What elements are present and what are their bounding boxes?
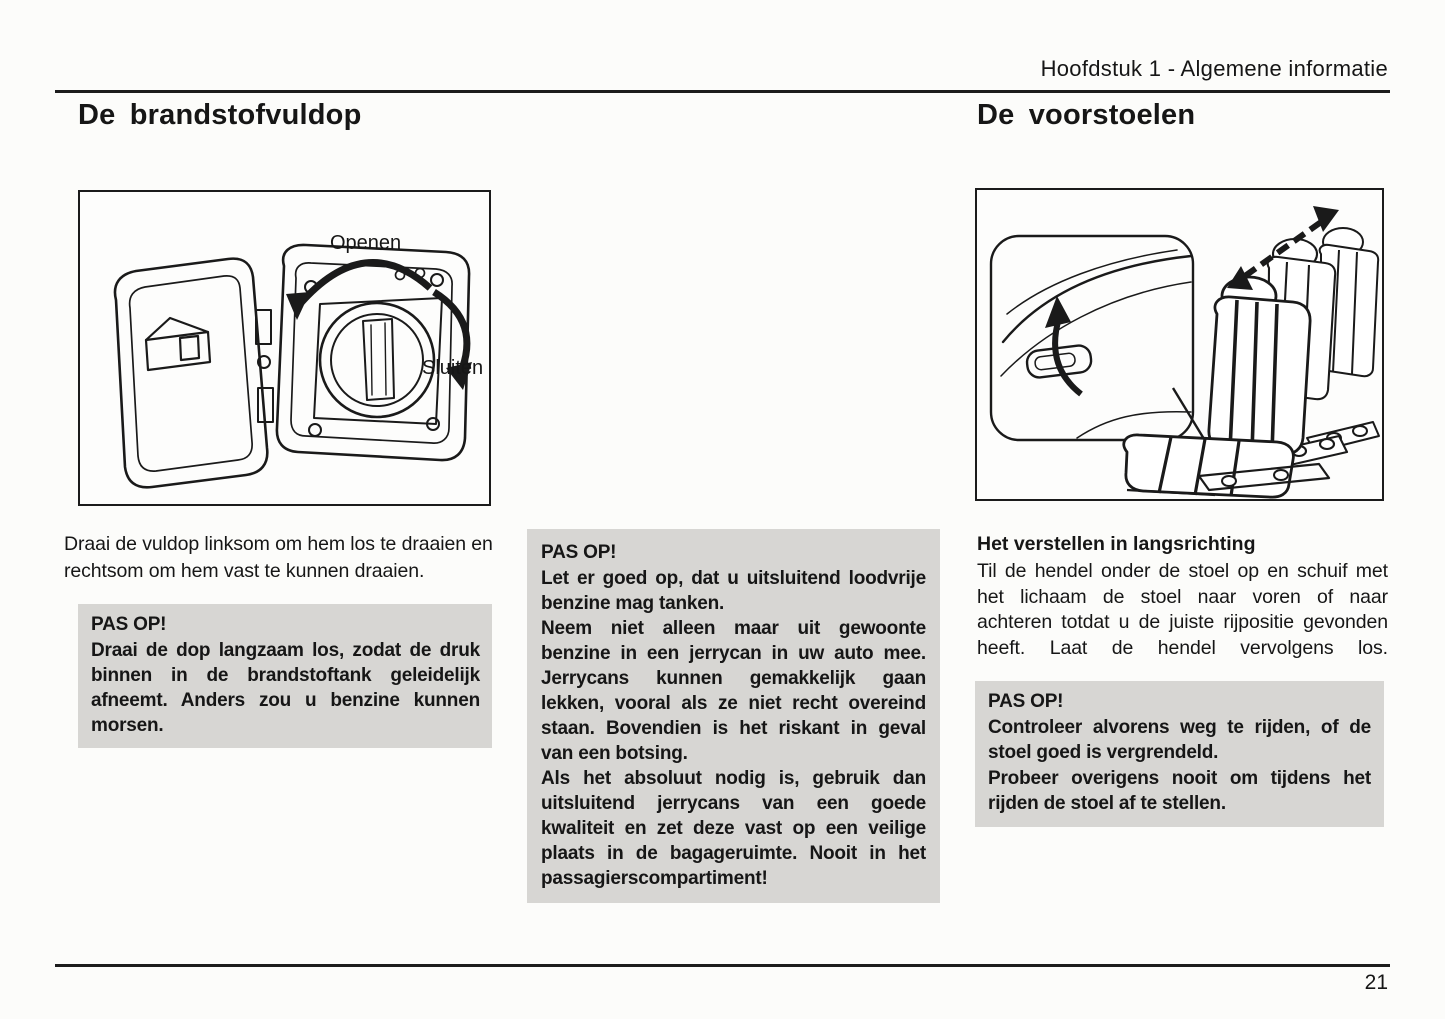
page-number: 21 [1364, 971, 1388, 994]
seat-adjust-subheading: Het verstellen in langsrichting [977, 533, 1256, 555]
warning-heading: PAS OP! [91, 614, 167, 635]
front-seats-figure [975, 188, 1384, 501]
fuel-quality-warning-box [527, 529, 940, 903]
seat-adjust-body: Til de hendel onder de stoel op en schuif met het lichaam de stoel naar voren of naar achteren totdat u de juiste rijpositie gevonden heeft. Laat de hendel vervolgens los. [977, 560, 1388, 659]
chapter-header: Hoofdstuk 1 - Algemene informatie [1040, 56, 1388, 81]
fuel-cap-intro: Draai de vuldop linksom om hem los te draaien en rechtsom om hem vast te kunnen draaien. [64, 533, 493, 582]
warning-heading: PAS OP! [988, 691, 1064, 712]
fuel-cap-figure [78, 190, 491, 506]
front-seats-illustration-icon [977, 190, 1382, 499]
fuel-cap-illustration-icon [80, 192, 489, 504]
header-rule [55, 90, 1390, 93]
figure-label-open: Openen [330, 232, 402, 254]
warning-line: Controleer alvorens weg te rijden, of de stoel goed is vergrendeld. [988, 716, 1371, 763]
figure-label-close: Sluiten [422, 357, 484, 379]
warning-line: Probeer overigens nooit om tijdens het rijden de stoel af te stellen. [988, 767, 1371, 814]
footer-rule [55, 964, 1390, 967]
warning-paragraph: Let er goed op, dat u uitsluitend loodvrije benzine mag tanken. [541, 567, 926, 614]
warning-heading: PAS OP! [541, 542, 617, 563]
warning-paragraph: Als het absoluut nodig is, gebruik dan uitsluitend jerrycans van een goede kwaliteit en zet deze vast op een veilige plaats in de bagageruimte. Nooit in het passagierscompartiment! [541, 767, 926, 889]
warning-paragraph: Neem niet alleen maar uit gewoonte benzine in een jerrycan in uw auto mee. Jerrycans kunnen gemakkelijk gaan lekken, vooral als ze niet recht overeind staan. Bovendien is het riskant in geval van een botsing. [541, 617, 926, 764]
section-title-front-seats: De voorstoelen [977, 99, 1196, 131]
seat-warning-box [975, 681, 1384, 827]
section-title-fuel-cap: De brandstofvuldop [78, 99, 362, 131]
warning-body: Draai de dop langzaam los, zodat de druk binnen in de brandstoftank geleidelijk afneemt. Anders zou u benzine kunnen morsen. [91, 639, 480, 736]
fuel-cap-warning-box [78, 604, 492, 748]
